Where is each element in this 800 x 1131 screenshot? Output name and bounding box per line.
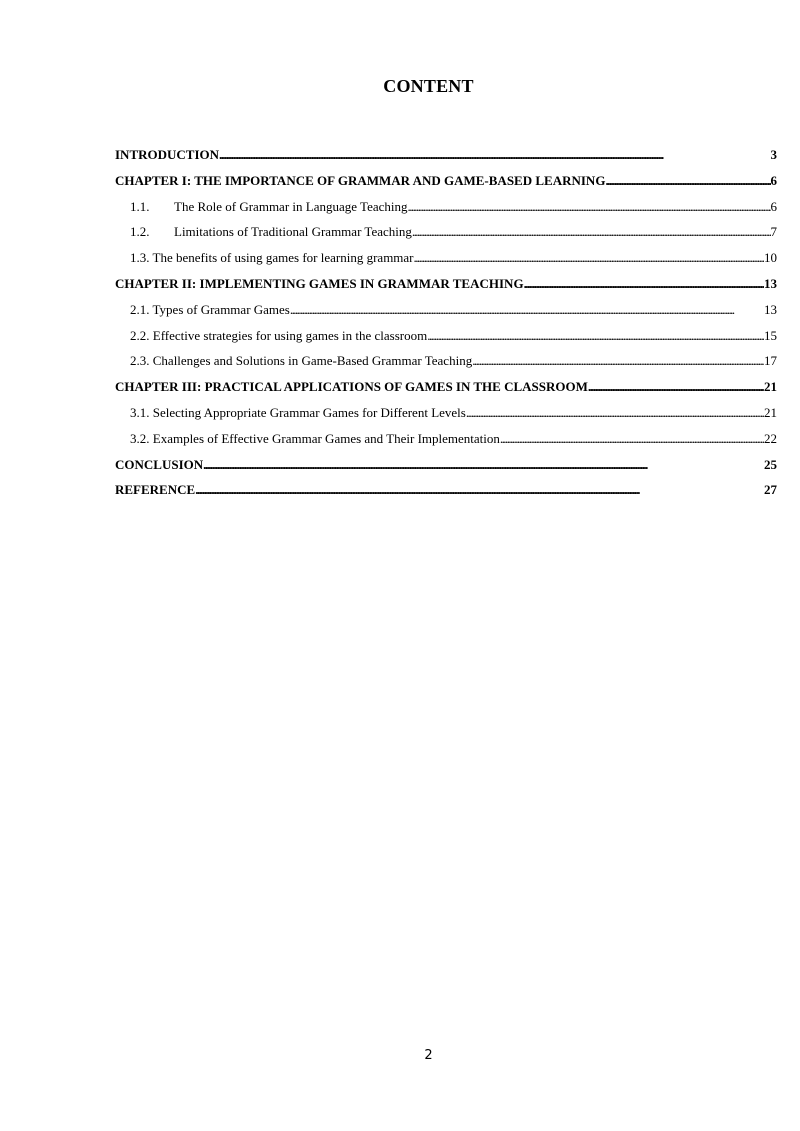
toc-dot-leader	[427, 326, 764, 346]
toc-entry-chapter-3[interactable]	[115, 377, 777, 403]
toc-entry-number: 1.1.	[130, 198, 150, 214]
toc-dot-leader	[203, 455, 764, 475]
toc-entry-2-2[interactable]	[115, 326, 777, 352]
table-of-contents	[115, 145, 777, 506]
toc-entry-reference[interactable]	[115, 480, 777, 506]
toc-entry-text: 2.1. Types of Grammar Games	[130, 301, 290, 317]
toc-entry-page: 21	[764, 404, 777, 420]
toc-dot-leader	[412, 222, 771, 242]
page-title: CONTENT	[383, 76, 474, 96]
toc-entry-page: 17	[764, 353, 777, 369]
toc-entry-text: CONCLUSION	[115, 456, 204, 472]
toc-dot-leader	[500, 429, 764, 449]
toc-entry-text: Limitations of Traditional Grammar Teaching	[174, 224, 412, 240]
toc-entry-text: The Role of Grammar in Language Teaching	[174, 198, 408, 214]
toc-dot-leader	[605, 171, 770, 191]
toc-dot-leader	[588, 377, 764, 397]
toc-entry-chapter-2[interactable]	[115, 274, 777, 300]
toc-dot-leader	[414, 248, 764, 268]
toc-entry-page: 6	[770, 198, 777, 214]
toc-entry-1-1[interactable]	[115, 197, 777, 223]
toc-entry-text: 2.2. Effective strategies for using games in the classroom	[130, 327, 428, 343]
toc-entry-page: 13	[764, 275, 777, 291]
toc-dot-leader	[472, 351, 764, 371]
toc-entry-page: 25	[764, 456, 777, 472]
toc-entry-text: CHAPTER I: THE IMPORTANCE OF GRAMMAR AND GAME-BASED LEARNING	[115, 172, 606, 188]
toc-entry-page: 15	[764, 327, 777, 343]
toc-entry-page: 10	[764, 250, 777, 266]
toc-entry-introduction[interactable]	[115, 145, 777, 171]
toc-entry-page: 27	[764, 482, 777, 498]
toc-dot-leader	[408, 197, 771, 217]
toc-entry-conclusion[interactable]	[115, 455, 777, 481]
toc-entry-3-2[interactable]	[115, 429, 777, 455]
toc-entry-number: 1.2.	[130, 224, 150, 240]
toc-entry-1-2[interactable]	[115, 222, 777, 248]
toc-dot-leader	[524, 274, 764, 294]
toc-entry-1-3[interactable]	[115, 248, 777, 274]
toc-entry-text: REFERENCE	[115, 482, 196, 498]
toc-entry-text: 3.1. Selecting Appropriate Grammar Games for Different Levels	[130, 404, 466, 420]
toc-entry-page: 7	[770, 224, 777, 240]
toc-entry-3-1[interactable]	[115, 403, 777, 429]
toc-entry-page: 3	[770, 147, 777, 162]
toc-entry-text: 3.2. Examples of Effective Grammar Games and Their Implementation	[130, 430, 500, 446]
page-number: 2	[424, 1048, 433, 1063]
toc-entry-page: 22	[764, 430, 777, 446]
toc-dot-leader	[219, 145, 770, 165]
toc-entry-page: 6	[770, 172, 777, 188]
toc-entry-page: 21	[764, 379, 777, 395]
toc-entry-text: 2.3. Challenges and Solutions in Game-Based Grammar Teaching	[130, 353, 473, 369]
toc-dot-leader	[195, 480, 764, 500]
toc-entry-text: INTRODUCTION	[115, 147, 220, 162]
toc-entry-text: 1.3. The benefits of using games for learning grammar	[130, 250, 414, 266]
toc-entry-text: CHAPTER III: PRACTICAL APPLICATIONS OF GAMES IN THE CLASSROOM	[115, 379, 588, 395]
toc-entry-chapter-1[interactable]	[115, 171, 777, 197]
toc-entry-text: CHAPTER II: IMPLEMENTING GAMES IN GRAMMAR TEACHING	[115, 275, 524, 291]
toc-entry-page: 13	[764, 301, 777, 317]
toc-entry-2-3[interactable]	[115, 351, 777, 377]
toc-entry-2-1[interactable]	[115, 300, 777, 326]
toc-dot-leader	[290, 300, 764, 320]
toc-dot-leader	[466, 403, 764, 423]
